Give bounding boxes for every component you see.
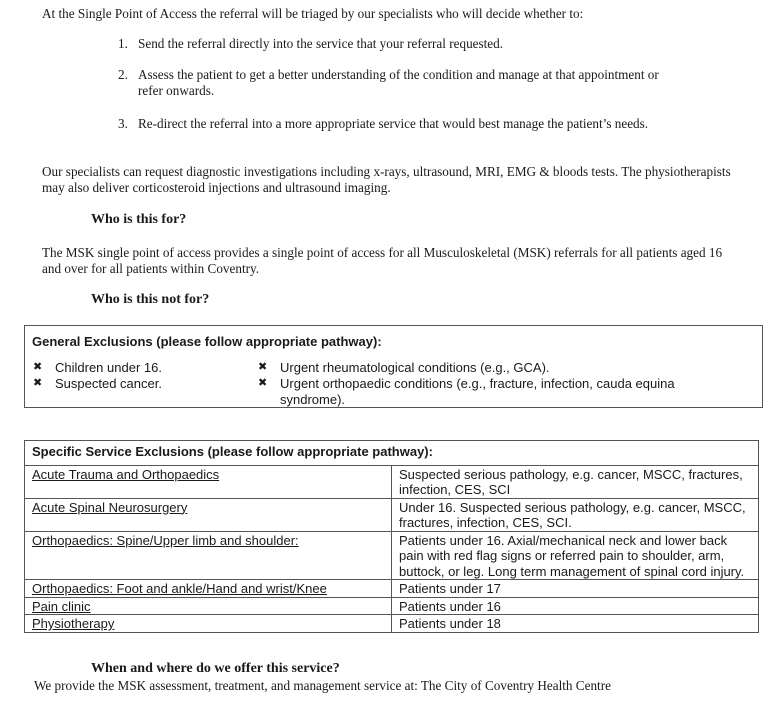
who-not-for-heading: Who is this not for? xyxy=(91,292,210,307)
service-exclusion: Patients under 16. Axial/mechanical neck and lower back pain with red flag signs or referred pain to shoulder, arm, buttock, or leg. Long term management of spinal cord injury. xyxy=(392,531,759,580)
exclusion-item xyxy=(258,360,710,376)
service-name: Acute Spinal Neurosurgery xyxy=(25,498,392,531)
triage-steps-list xyxy=(118,36,678,147)
cross-mark-icon: ✖ xyxy=(258,361,268,373)
cross-mark-icon: ✖ xyxy=(33,361,43,373)
cross-mark-icon: ✖ xyxy=(33,377,43,389)
list-number: 3. xyxy=(118,116,128,131)
specific-exclusions-table xyxy=(24,440,759,633)
intro-text: At the Single Point of Access the referral will be triaged by our specialists who will decide whether to: xyxy=(42,6,584,21)
service-exclusion: Patients under 18 xyxy=(392,615,759,633)
table-row xyxy=(25,498,759,531)
table-row xyxy=(25,580,759,598)
service-name: Orthopaedics: Foot and ankle/Hand and wrist/Knee xyxy=(25,580,392,598)
table-row xyxy=(25,465,759,498)
table-row xyxy=(25,597,759,615)
exclusion-text: Urgent orthopaedic conditions (e.g., fracture, infection, cauda equina syndrome). xyxy=(280,376,675,407)
who-for-heading: Who is this for? xyxy=(91,212,187,227)
table-row xyxy=(25,531,759,580)
list-number: 2. xyxy=(118,67,128,82)
service-exclusion: Suspected serious pathology, e.g. cancer, MSCC, fractures, infection, CES, SCI xyxy=(392,465,759,498)
list-number: 1. xyxy=(118,36,128,51)
diagnostics-paragraph: Our specialists can request diagnostic investigations including x-rays, ultrasound, MRI, EMG & bloods tests. The physiotherapists may also deliver corticosteroid injections and ultrasound imaging. xyxy=(42,164,731,195)
general-exclusions-box xyxy=(24,325,763,408)
general-exclusions-title: General Exclusions (please follow appropriate pathway): xyxy=(32,334,382,349)
list-item-text: Send the referral directly into the service that your referral requested. xyxy=(138,36,504,51)
service-exclusion: Under 16. Suspected serious pathology, e.g. cancer, MSCC, fractures, infection, CES, SCI. xyxy=(392,498,759,531)
service-name: Physiotherapy xyxy=(25,615,392,633)
specific-exclusions-title: Specific Service Exclusions (please follow appropriate pathway): xyxy=(25,441,759,466)
exclusion-text: Suspected cancer. xyxy=(55,376,162,391)
list-item xyxy=(118,67,678,99)
list-item-text: Re-direct the referral into a more appropriate service that would best manage the patient’s needs. xyxy=(138,116,649,131)
table-header-row xyxy=(25,441,759,466)
list-item xyxy=(118,116,678,132)
table-row xyxy=(25,615,759,633)
service-exclusion: Patients under 17 xyxy=(392,580,759,598)
exclusion-item xyxy=(258,376,710,407)
service-name: Orthopaedics: Spine/Upper limb and shoulder: xyxy=(25,531,392,580)
when-where-text: We provide the MSK assessment, treatment, and management service at: The City of Coventry Health Centre xyxy=(34,678,611,693)
list-item xyxy=(118,36,678,52)
cross-mark-icon: ✖ xyxy=(258,377,268,389)
exclusion-text: Urgent rheumatological conditions (e.g., GCA). xyxy=(280,360,550,375)
service-exclusion: Patients under 16 xyxy=(392,597,759,615)
who-for-text: The MSK single point of access provides a single point of access for all Musculoskeletal (MSK) referrals for all patients aged 16 and over for all patients within Coventry. xyxy=(42,245,723,276)
service-name: Pain clinic xyxy=(25,597,392,615)
when-where-heading: When and where do we offer this service? xyxy=(91,661,340,676)
service-name: Acute Trauma and Orthopaedics xyxy=(25,465,392,498)
exclusion-text: Children under 16. xyxy=(55,360,162,375)
list-item-text: Assess the patient to get a better understanding of the condition and manage at that appointment or refer onwards. xyxy=(138,67,659,98)
